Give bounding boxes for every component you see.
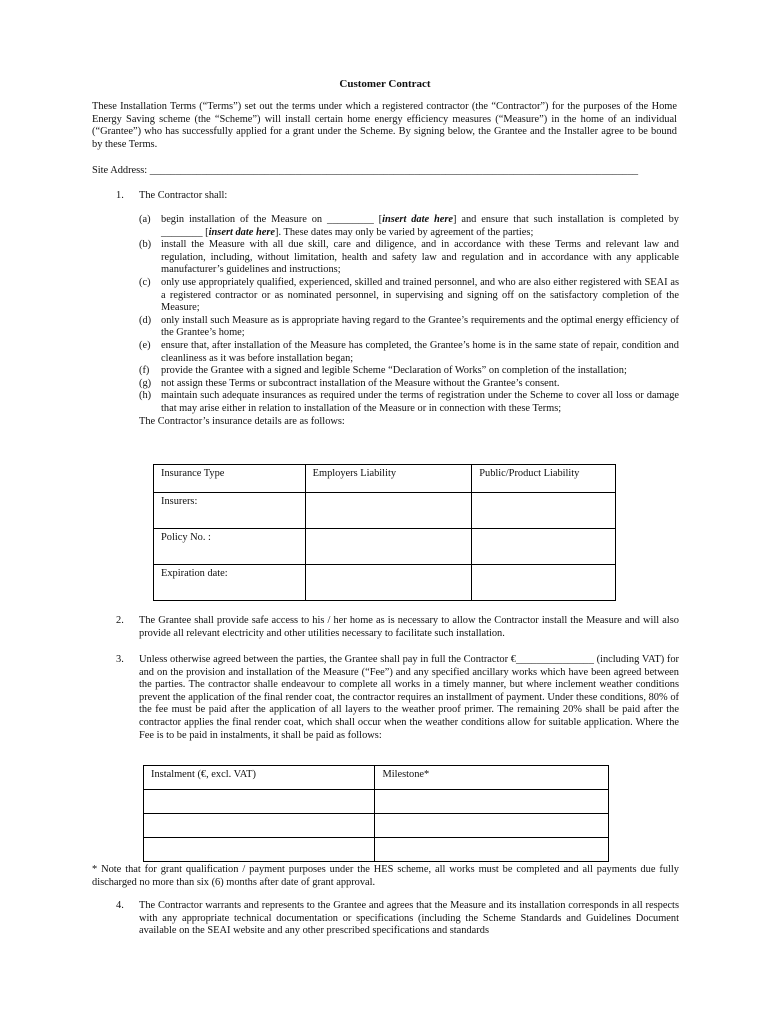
list-item-label: (a) [139, 214, 151, 225]
table-row [144, 838, 609, 862]
list-item-text: only use appropriately qualified, experienced, skilled and trained personnel, and who are also either registered with SEAI as a registered contractor or as nominated personnel, in supervising and signing off on the satisfactory completion of the Measure; [161, 276, 679, 314]
site-address-line: ______________________________________________________________________________________________ [149, 165, 639, 176]
table-row [154, 493, 616, 529]
footnote: * Note that for grant qualification / payment purposes under the HES scheme, all works must be completed and all payments due fully discharged no more than six (6) months after date of grant approval. [92, 864, 679, 888]
table-cell: Insurers: [154, 493, 306, 529]
clause-3-number: 3. [116, 654, 124, 665]
table-cell[interactable] [472, 529, 616, 565]
table-row [144, 790, 609, 814]
list-item-label: (b) [139, 239, 152, 251]
table-row [154, 565, 616, 601]
list-item-text: install the Measure with all due skill, care and diligence, and in accordance with these Terms and relevant law and regulation, including, without limitation, health and safety law and regulation and in accordance with any applicable manufacturer’s guidelines and instructions; [161, 239, 679, 276]
intro-paragraph: These Installation Terms (“Terms”) set out the terms under which a registered contractor (the “Contractor”) for the purposes of the Home Energy Saving scheme (the “Scheme”) will install certain home energy efficiency measures (“Measure”) in the home of an individual (“Grantee”) who has successfully applied for a grant under the Scheme. By signing below, the Grantee and the Installer agree to be bound by these Terms. [92, 101, 677, 150]
table-cell: Expiration date: [154, 565, 306, 601]
instalment-table [143, 765, 609, 862]
list-item [139, 239, 679, 277]
list-item-text: begin installation of the Measure on _________ [insert date here] and ensure that such installation is completed by ________ [insert date here]. These dates may only be varied by agreement of the parties; [161, 214, 679, 238]
insurance-table [153, 464, 616, 601]
table-cell[interactable] [305, 529, 472, 565]
list-item [139, 315, 679, 340]
list-item-text: only install such Measure as is appropriate having regard to the Grantee’s requirements and the optimal energy efficiency of the Grantee’s home; [161, 314, 679, 339]
list-item [139, 365, 679, 378]
clause-1-list [139, 214, 679, 428]
table-cell[interactable] [305, 493, 472, 529]
list-item [139, 214, 679, 239]
insurance-intro: The Contractor’s insurance details are as follows: [139, 415, 345, 427]
table-cell[interactable] [375, 790, 609, 814]
table-cell[interactable] [144, 838, 375, 862]
list-item-label: (g) [139, 377, 152, 389]
table-row [154, 529, 616, 565]
list-item-text: ensure that, after installation of the Measure has completed, the Grantee’s home is in the same state of repair, condition and cleanliness as it was before installation began; [161, 339, 679, 364]
list-item-label: (d) [139, 314, 152, 326]
list-item-label: (c) [139, 276, 151, 288]
site-address [92, 165, 677, 178]
list-item-label: (h) [139, 390, 152, 402]
table-cell[interactable] [144, 814, 375, 838]
site-address-label: Site Address: [92, 165, 148, 176]
table-header-cell: Employers Liability [305, 465, 472, 493]
table-cell[interactable] [305, 565, 472, 601]
table-header-cell: Instalment (€, excl. VAT) [144, 766, 375, 790]
clause-1-heading: The Contractor shall: [139, 190, 228, 201]
list-item [139, 378, 679, 391]
table-cell[interactable] [472, 493, 616, 529]
table-cell[interactable] [375, 838, 609, 862]
table-cell: Policy No. : [154, 529, 306, 565]
list-item-text: maintain such adequate insurances as required under the terms of registration under the Scheme to cover all loss or damage that may arise either in relation to installation of the Measure or in connection with these Terms; [161, 390, 679, 414]
clause-2-number: 2. [116, 615, 124, 626]
list-item [139, 277, 679, 315]
clause-3-text: Unless otherwise agreed between the parties, the Grantee shall pay in full the Contractor €_______________ (including VAT) for and on the provision and installation of the Measure (“Fee”) and any specified ancillary works which have been agreed between the parties. The contractor shalle endeavour to complete all works in a timely manner, but where inclement weather conditions prevent the application of the final render coat, the contractor requires an installment of payment. Under these conditions, 80% of the fee must be paid after the application of all layers to the weather proof primer. The remaining 20% shall be paid after the contractor applies the final render coat, which shall occur when the weather conditions allow for suitable application. Where the Fee is to be paid in instalments, it shall be paid as follows: [139, 654, 679, 741]
table-header-cell: Milestone* [375, 766, 609, 790]
table-cell[interactable] [375, 814, 609, 838]
list-item-label: (e) [139, 339, 151, 351]
table-row [144, 814, 609, 838]
list-item [139, 340, 679, 365]
table-cell[interactable] [144, 790, 375, 814]
clause-4-text: The Contractor warrants and represents to the Grantee and agrees that the Measure and its installation corresponds in all respects with any appropriate technical documentation or specifications (including the Scheme Standards and Guidelines Document available on the SEAI website and any other prescribed specifications and standards [139, 900, 679, 937]
list-item-text: provide the Grantee with a signed and legible Scheme “Declaration of Works” on completion of the installation; [161, 365, 627, 377]
list-item [139, 390, 679, 415]
list-item-text: not assign these Terms or subcontract installation of the Measure without the Grantee’s consent. [161, 377, 560, 389]
clause-2-text: The Grantee shall provide safe access to his / her home as is necessary to allow the Contractor install the Measure and will also provide all relevant electricity and other utilities necessary to facilitate such installation. [139, 615, 679, 639]
list-item-label: (f) [139, 365, 150, 377]
clause-4-number: 4. [116, 900, 124, 911]
table-header-cell: Insurance Type [154, 465, 306, 493]
table-header-cell: Public/Product Liability [472, 465, 616, 493]
table-cell[interactable] [472, 565, 616, 601]
clause-1-number: 1. [116, 190, 124, 201]
page-title: Customer Contract [339, 78, 431, 90]
